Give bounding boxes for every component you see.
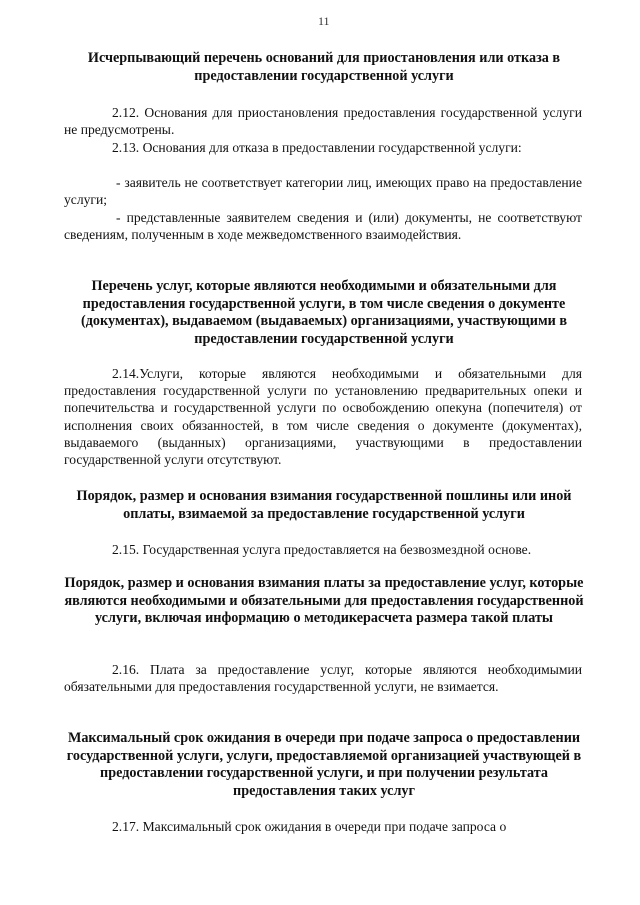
paragraph-2-14: 2.14.Услуги, которые являются необходимыми и обязательными для предоставления государственной услуги по установлению предварительных опеки и попечительства и государственной услуги по освобождению опекуна (попечителя) от исполнения своих обязанностей, в том числе сведения о документе (документах), выдаваемого (выданных) организациями, участвующими в предоставлении государственной услуги отсутствуют. <box>64 366 582 468</box>
section-heading-state-fee: Порядок, размер и основания взимания государственной пошлины или иной оплаты, взимаемой за предоставление государственной услуги <box>76 488 572 522</box>
section-heading-required-services: Перечень услуг, которые являются необходимыми и обязательными для предоставления государственной услуги, в том числе сведения о документе (документах), выдаваемом (выдаваемых) организациями, участвующими в предоставлении государственной услуги <box>80 278 567 347</box>
page-number: 11 <box>318 14 330 28</box>
section-heading-suspension-grounds: Исчерпывающий перечень оснований для приостановления или отказа в предоставлении государственной услуги <box>87 50 561 84</box>
paragraph-refusal-ground-2: - представленные заявителем сведения и (или) документы, не соответствуют сведениям, полученным в ходе межведомственного взаимодействия. <box>64 210 582 243</box>
paragraph-2-16: 2.16. Плата за предоставление услуг, которые являются необходимымии обязательными для предоставления государственной услуги, не взимается. <box>64 662 582 695</box>
paragraph-2-15: 2.15. Государственная услуга предоставляется на безвозмездной основе. <box>112 542 532 557</box>
paragraph-2-12: 2.12. Основания для приостановления предоставления государственной услуги не предусмотрены. <box>64 105 582 138</box>
paragraph-2-13: 2.13. Основания для отказа в предоставлении государственной услуги: <box>112 140 522 155</box>
paragraph-refusal-ground-1: - заявитель не соответствует категории лиц, имеющих право на предоставление услуги; <box>64 175 582 208</box>
section-heading-service-fees: Порядок, размер и основания взимания платы за предоставление услуг, которые являются необходимыми и обязательными для предоставления государственной услуги, включая информацию о методикерасчета размера такой платы <box>64 575 584 626</box>
section-heading-queue-wait-time: Максимальный срок ожидания в очереди при подаче запроса о предоставлении государственной услуги, услуги, предоставляемой организацией участвующей в предоставлении государственной услуги, и при получении результата предоставления таких услуг <box>66 730 582 799</box>
paragraph-2-17: 2.17. Максимальный срок ожидания в очереди при подаче запроса о <box>112 819 507 834</box>
